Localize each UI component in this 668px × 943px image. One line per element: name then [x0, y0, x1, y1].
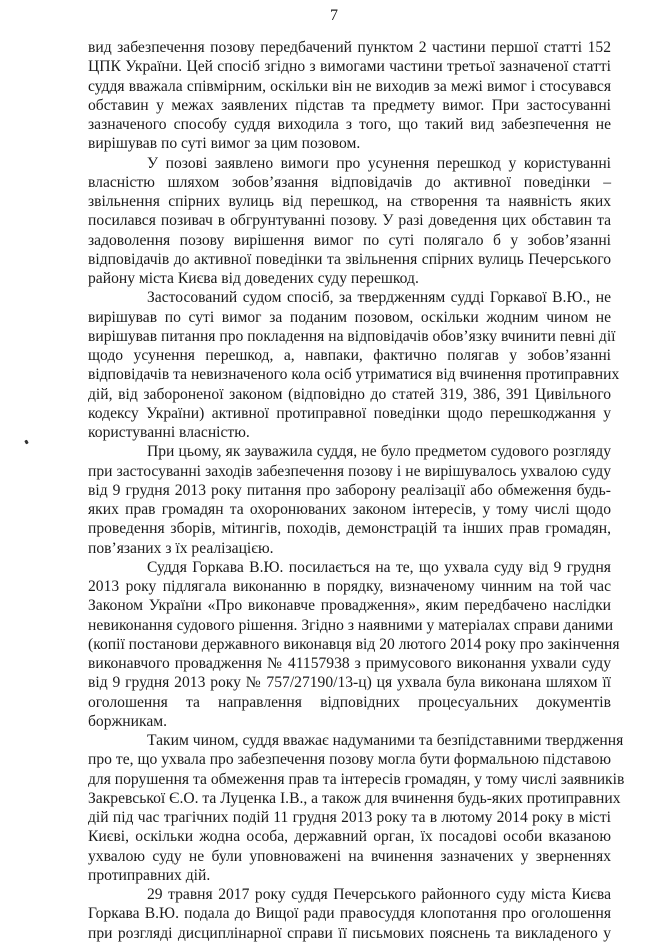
text-line: (копії постанови державного виконавця від 20 лютого 2014 року про закінчення [88, 635, 620, 653]
text-line: Києві, оскільки жодна особа, державний орган, їх посадові особи вказаною [88, 828, 611, 846]
text-line: зазначеного способу суддя виходила з того, що такий вид забезпечення не [88, 116, 611, 133]
text-line: Закревської Є.О. та Луценка І.В., а також для вчинення будь-яких протиправних [88, 789, 621, 807]
text-line: протиправних дій. [88, 866, 211, 884]
text-line: вирішував по суті вимог за поданим позовом, оскільки жодним чином не [88, 308, 611, 326]
text-line: дій під час трагічних подій 11 грудня 2013 року та в лютому 2014 року в місті [88, 809, 611, 826]
text-line: яких прав громадян та охоронюваних законом інтересів, у тому числі щодо [88, 501, 611, 518]
text-line: Таким чином, суддя вважає надуманими та безпідставними твердження [147, 732, 624, 749]
paragraph [88, 731, 625, 885]
text-line: проведення зборів, мітингів, походів, демонстрацій та інших прав громадян, [88, 520, 611, 538]
text-line: від 9 грудня 2013 року питання про заборону реалізації або обмеження будь- [88, 481, 611, 499]
paragraph [88, 288, 620, 442]
text-line: ЦПК України. Цей спосіб згідно з вимогами частини третьої зазначеної статті [88, 58, 611, 76]
text-line: посилався позивач в обгрунтуванні позову. У разі доведення цих обставин та [88, 212, 611, 230]
text-line: У позові заявлено вимоги про усунення перешкод у користуванні [147, 154, 611, 172]
scan-speck [24, 440, 29, 445]
text-line: Суддя Горкава В.Ю. посилається на те, що ухвала суду від 9 грудня [147, 558, 611, 576]
text-line: дій, від забороненої законом (відповідно до статей 319, 386, 391 Цивільного [88, 385, 611, 403]
text-line: відповідачів та невизначеного кола осіб утриматися від вчинення протиправних [88, 366, 620, 384]
text-line: відповідачів до активної поведінки та звільнення спірних вулиць Печерського [88, 250, 611, 268]
text-line: пов’язаних з їх реалізацією. [88, 539, 274, 557]
text-line: невиконання судового рішення. Згідно з наявними у матеріалах справи даними [88, 616, 614, 634]
text-line: 29 травня 2017 року суддя Печерського районного суду міста Києва [147, 886, 611, 903]
text-line: обставин у межах заявлених підстав та предмету вимог. При застосуванні [88, 96, 611, 114]
paragraph [88, 558, 620, 731]
text-line: при застосуванні заходів забезпечення позову і не вирішувалось ухвалою суду [88, 462, 611, 480]
text-line: задоволення позову вирішення вимог по суті полягало б у зобов’язанні [88, 231, 611, 249]
text-line: району міста Києва від доведених суду перешкод. [88, 270, 419, 287]
text-line: боржникам. [88, 712, 168, 730]
document-body [88, 38, 625, 943]
text-line: вид забезпечення позову передбачений пунктом 2 частини першої статті 152 [88, 39, 611, 56]
text-line: при розгляді дисциплінарної справи її письмових пояснень та викладеного у [88, 924, 611, 942]
text-line: Законом України «Про виконавче провадження», яким передбачено наслідки [88, 597, 611, 615]
text-line: 2013 року підлягала виконанню в порядку, визначеному чинним на той час [88, 578, 611, 595]
text-line: Застосований судом спосіб, за твердженням судді Горкавої В.Ю., не [147, 289, 611, 307]
text-line: користуванні власністю. [88, 424, 250, 441]
text-line: від 9 грудня 2013 року № 757/27190/13-ц) ця ухвала була виконана шляхом її [88, 674, 611, 692]
paragraph [88, 38, 611, 154]
text-line: ухвалою суду не були уповноважені на вчинення зазначених у зверненнях [88, 847, 611, 865]
text-line: звільнення спірних вулиць від перешкод, на створення та наявність яких [88, 193, 611, 210]
paragraph [88, 154, 611, 289]
text-line: виконавчого провадження № 41157938 з примусового виконання ухвали суду [88, 655, 611, 672]
text-line: власністю шляхом зобов’язання відповідачів до активної поведінки – [88, 173, 611, 191]
text-line: Горкава В.Ю. подала до Вищої ради правосуддя клопотання про оголошення [88, 905, 611, 923]
text-line: суддя вважала співмірним, оскільки він не виходив за межі вимог і стосувався [88, 77, 611, 95]
text-line: вирішував по суті вимог за цим позовом. [88, 135, 361, 153]
paragraph [88, 885, 611, 943]
page-number: 7 [330, 7, 338, 24]
text-line: про те, що ухвала про забезпечення позову могла бути формальною підставою [88, 751, 611, 769]
text-line: кодексу України) активної протиправної поведінки щодо перешкоджання у [88, 404, 611, 422]
text-line: вирішував питання про покладення на відповідачів обов’язку вчинити певні дії [88, 327, 616, 345]
text-line: При цьому, як зауважила суддя, не було предметом судового розгляду [147, 443, 611, 461]
text-line: оголошення та направлення відповідних процесуальних документів [88, 693, 611, 711]
text-line: щодо усунення перешкод, а, навпаки, фактично полягав у зобов’язанні [88, 347, 611, 364]
paragraph [88, 442, 611, 558]
text-line: для порушення та обмеження прав та інтересів громадян, у тому числі заявників [88, 770, 625, 788]
